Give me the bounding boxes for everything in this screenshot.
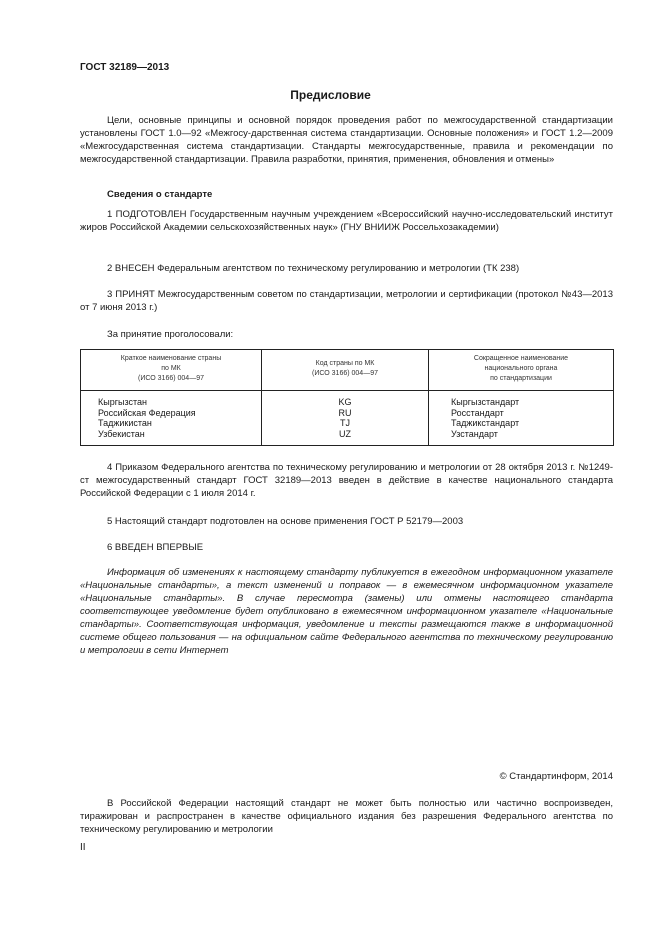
voting-table xyxy=(80,349,614,446)
table-header-code xyxy=(262,350,429,391)
item-2-paragraph: 2 ВНЕСЕН Федеральным агентством по техническому регулированию и метрологии (ТК 238) xyxy=(107,263,520,274)
table-header-row xyxy=(81,350,614,391)
intro-paragraph: Цели, основные принципы и основной порядок проведения работ по межгосударственной стандартизации установлены ГОСТ 1.0—92 «Межгосу-дарственная система стандартизации. Основные положения» и ГОСТ 1.2—2009 «Межгосударственная система стандартизации. Стандарты межгосударственные, правила и рекомендации по межгосударственной стандартизации. Правила разработки, принятия, применения, обновления и отмены» xyxy=(80,115,613,165)
country-cell: Узбекистан xyxy=(81,429,262,446)
code-cell: UZ xyxy=(262,429,429,446)
header-line: по стандартизации xyxy=(490,375,552,382)
body-cell: Кыргызстандарт xyxy=(429,391,614,408)
body-cell: Узстандарт xyxy=(429,429,614,446)
header-line: по МК xyxy=(161,365,181,372)
country-cell: Таджикистан xyxy=(81,418,262,429)
item-3-paragraph: 3 ПРИНЯТ Межгосударственным советом по стандартизации, метрологии и сертификации (протокол №43—2013 от 7 июня 2013 г.) xyxy=(80,289,613,313)
notice-paragraph: Информация об изменениях к настоящему стандарту публикуется в ежегодном информационном указателе «Национальные стандарты», а текст изменений и поправок — в ежемесячном информационном указателе «Национальные стандарты». В случае пересмотра (замены) или отмены настоящего стандарта соответствующее уведомление будет опубликовано в ежемесячном информационном указателе «Национальные стандарты». Соответствующая информация, уведомление и тексты размещаются также в информационной системе общего пользования — на официальном сайте Федерального агентства по техническому регулированию и метрологии в сети Интернет xyxy=(80,567,613,656)
body-cell: Таджикстандарт xyxy=(429,418,614,429)
page-title: Предисловие xyxy=(290,88,371,102)
table-row xyxy=(81,418,614,429)
item-6-paragraph: 6 ВВЕДЕН ВПЕРВЫЕ xyxy=(107,542,204,553)
table-header-country xyxy=(81,350,262,391)
header-line: (ИСО 3166) 004—97 xyxy=(312,370,378,377)
table-row xyxy=(81,408,614,419)
info-heading: Сведения о стандарте xyxy=(107,189,213,200)
country-cell: Российская Федерация xyxy=(81,408,262,419)
vote-label: За принятие проголосовали: xyxy=(107,329,234,340)
header-line: Код страны по МК xyxy=(315,360,375,367)
item-4-paragraph: 4 Приказом Федерального агентства по техническому регулированию и метрологии от 28 октября 2013 г. №1249-ст межгосударственный стандарт ГОСТ 32189—2013 введен в действие в качестве национального стандарта Российской Федерации с 1 июля 2014 г. xyxy=(80,462,613,499)
item-5-paragraph: 5 Настоящий стандарт подготовлен на основе применения ГОСТ Р 52179—2003 xyxy=(107,516,464,527)
code-cell: RU xyxy=(262,408,429,419)
item-1-paragraph: 1 ПОДГОТОВЛЕН Государственным научным учреждением «Всероссийский научно-исследовательский институт жиров Российской Академии сельскохозяйственных наук» (ГНУ ВНИИЖ Россельхозакадемии) xyxy=(80,209,613,233)
header-line: (ИСО 3166) 004—97 xyxy=(138,375,204,382)
table-row xyxy=(81,391,614,408)
header-line: национального органа xyxy=(484,365,558,372)
page-number: II xyxy=(80,842,86,853)
copyright-line: © Стандартинформ, 2014 xyxy=(499,771,613,782)
body-cell: Росстандарт xyxy=(429,408,614,419)
header-line: Сокращенное наименование xyxy=(473,355,569,362)
header-line: Краткое наименование страны xyxy=(120,355,222,362)
table-header-body xyxy=(429,350,614,391)
legal-paragraph: В Российской Федерации настоящий стандарт не может быть полностью или частично воспроизведен, тиражирован и распространен в качестве официального издания без разрешения Федерального агентства по техническому регулированию и метрологии xyxy=(80,798,613,835)
country-cell: Кыргызстан xyxy=(81,391,262,408)
table-row xyxy=(81,429,614,446)
doc-code-header: ГОСТ 32189—2013 xyxy=(80,62,170,73)
code-cell: KG xyxy=(262,391,429,408)
code-cell: TJ xyxy=(262,418,429,429)
